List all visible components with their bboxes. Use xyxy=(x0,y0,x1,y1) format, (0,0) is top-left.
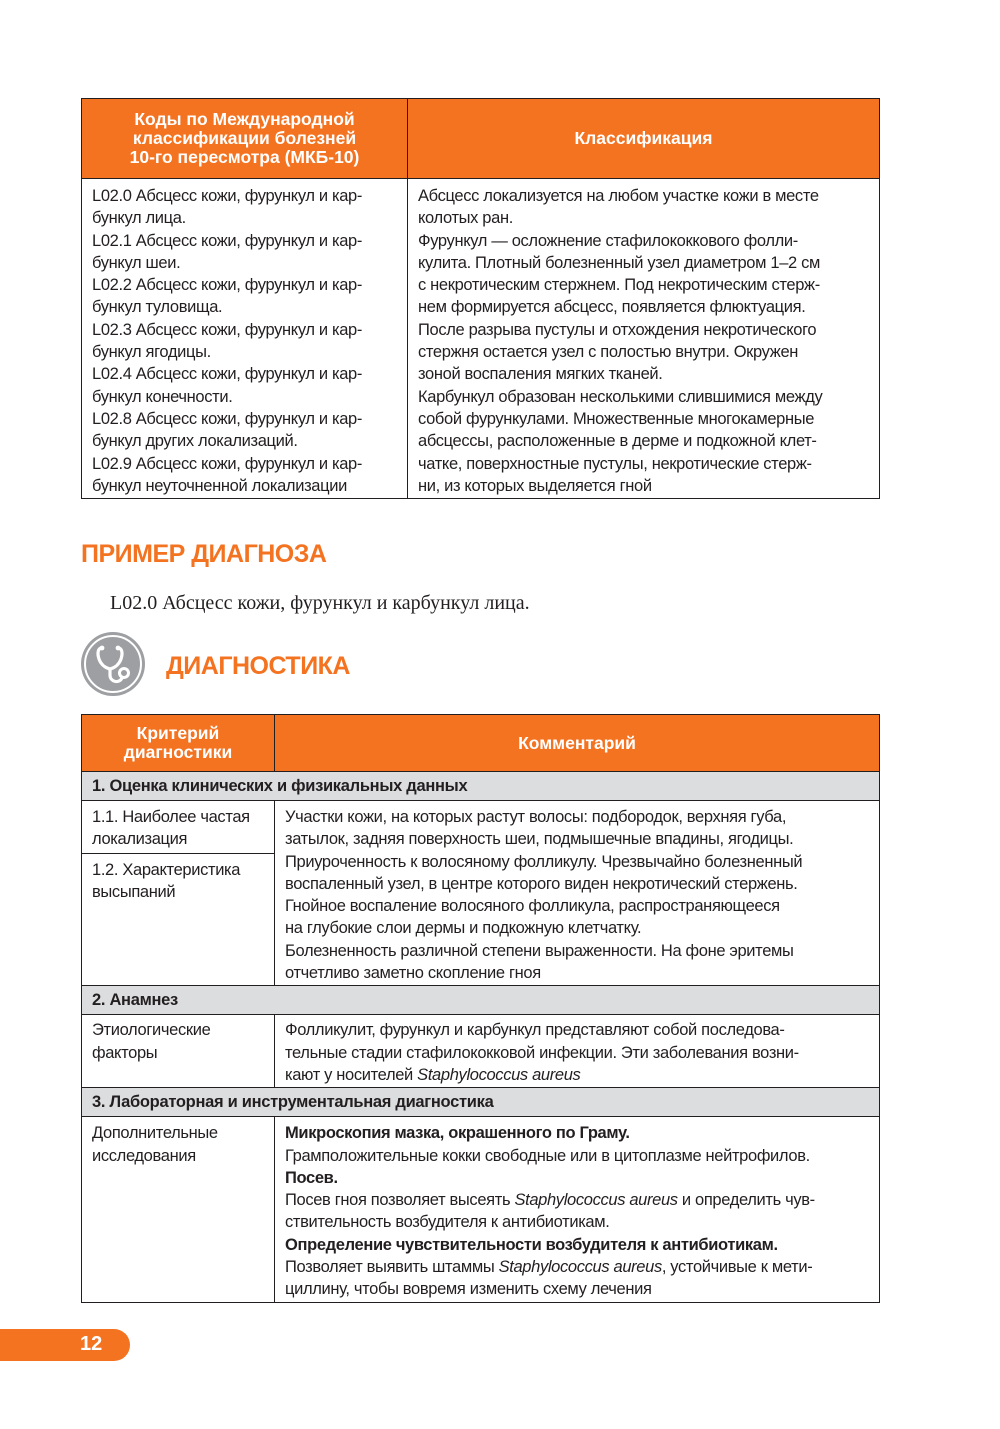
text-line: диагностики xyxy=(123,742,233,762)
culture-text-c: ствительность возбудителя к антибиотикам. xyxy=(285,1213,610,1232)
section-title-clinical: 1. Оценка клинических и физикальных данных xyxy=(82,772,880,801)
text-line: бункул лица. xyxy=(92,209,186,228)
text-line: Приуроченность к волосяному фолликулу. Чрезвычайно болезненный xyxy=(285,852,803,871)
text-line: колотых ран. xyxy=(418,209,513,228)
text-line: бункул других локализаций. xyxy=(92,432,298,451)
text-line: Фурункул — осложнение стафилококкового фолли- xyxy=(418,231,798,250)
text-line: 1.1. Наиболее частая xyxy=(92,808,250,826)
table-header-row xyxy=(82,715,880,772)
text-line: стержня остается узел с полостью внутри. Окружен xyxy=(418,343,799,362)
comment-cell-2 xyxy=(275,1015,880,1088)
text-line: абсцессы, расположенные в дерме и подкожной клет- xyxy=(418,432,817,451)
section-row-2 xyxy=(82,986,880,1015)
criteria-cell-1 xyxy=(82,801,275,986)
text-line: Этиологические xyxy=(92,1021,211,1040)
section-row-3 xyxy=(82,1088,880,1117)
text-line: ни, из которых выделяется гной xyxy=(418,476,652,495)
culture-text xyxy=(285,1189,869,1211)
diagnosis-example-text: L02.0 Абсцесс кожи, фурункул и карбункул лица. xyxy=(110,592,530,614)
culture-text-b: и определить чув- xyxy=(677,1191,815,1210)
header-criterion xyxy=(82,715,275,772)
section-title-anamnesis: 2. Анамнез xyxy=(82,986,880,1015)
criterion-additional xyxy=(82,1117,274,1168)
text-line: исследования xyxy=(92,1146,196,1165)
text-line: воспаленный узел, в центре которого виден некротический стержень. xyxy=(285,874,798,893)
criteria-cell-2 xyxy=(82,1015,275,1088)
classification-text xyxy=(408,179,879,498)
text-line: Критерий xyxy=(136,723,220,743)
diagnostics-table xyxy=(81,714,880,1303)
text-line: зоной воспаления мягких тканей. xyxy=(418,365,663,384)
header-classification: Классификация xyxy=(408,99,880,179)
sensitivity-text-c: циллину, чтобы вовремя изменить схему лечения xyxy=(285,1280,652,1299)
icd-codes-list xyxy=(82,179,407,498)
icd-classification-table xyxy=(81,98,880,499)
text-line: затылок, задняя поверхность шеи, подмышечные впадины, ягодицы. xyxy=(285,830,794,849)
comment-etiology-lines xyxy=(285,1019,869,1064)
table-row xyxy=(82,1117,880,1302)
page-number: 12 xyxy=(80,1333,103,1355)
header-icd-codes xyxy=(82,99,408,179)
text-line: Гнойное воспаление волосяного фолликула, распространяющееся xyxy=(285,897,780,916)
comment-etiology-last-line xyxy=(285,1064,869,1086)
sensitivity-text xyxy=(285,1256,869,1278)
culture-title: Посев. xyxy=(285,1168,338,1187)
text-line: нем формируется абсцесс, появляется флюктуация. xyxy=(418,298,806,317)
text-line: на глубокие слои дермы и подкожную клетчатку. xyxy=(285,919,642,938)
text-line: чатке, поверхностные пустулы, некротические стерж- xyxy=(418,454,812,473)
text-line: бункул неуточненной локализации xyxy=(92,476,347,495)
microscopy-title: Микроскопия мазка, окрашенного по Граму. xyxy=(285,1124,630,1143)
sensitivity-text-b: , устойчивые к мети- xyxy=(661,1258,813,1277)
criterion-etiology xyxy=(82,1015,274,1065)
criterion-localization xyxy=(82,801,274,854)
text-line: кулита. Плотный болезненный узел диаметром 1–2 см xyxy=(418,253,820,272)
icd-codes-cell xyxy=(82,179,408,499)
text-line: бункул ягодицы. xyxy=(92,343,211,362)
table-header-row xyxy=(82,99,880,179)
comment-etiology xyxy=(275,1015,879,1087)
header-comment: Комментарий xyxy=(275,715,880,772)
table-row xyxy=(82,801,880,986)
text-line: L02.8 Абсцесс кожи, фурункул и кар- xyxy=(92,409,363,428)
text-line: высыпаний xyxy=(92,883,176,902)
text-line: локализация xyxy=(92,830,188,849)
table-row xyxy=(82,1015,880,1088)
section-title-lab: 3. Лабораторная и инструментальная диагностика xyxy=(82,1088,880,1117)
section-row-1 xyxy=(82,772,880,801)
table-row xyxy=(82,179,880,499)
header-criterion-text xyxy=(82,724,274,762)
comment-cell-1 xyxy=(275,801,880,986)
text-line: бункул шеи. xyxy=(92,253,181,272)
text-line: с некротическим стержнем. Под некротическим стерж- xyxy=(418,276,820,295)
text-line: Фолликулит, фурункул и карбункул представляют собой последова- xyxy=(285,1021,785,1040)
text-line: Болезненность различной степени выраженности. На фоне эритемы xyxy=(285,941,794,960)
text-line: Коды по Международной xyxy=(134,109,355,129)
text-line: бункул туловища. xyxy=(92,298,223,317)
sensitivity-species: Staphylococcus aureus xyxy=(498,1258,662,1277)
text-line: L02.4 Абсцесс кожи, фурункул и кар- xyxy=(92,365,363,384)
stethoscope-icon xyxy=(80,631,146,697)
text-line: классификации болезней xyxy=(132,128,357,148)
text-line: тельные стадии стафилококковой инфекции. Эти заболевания возни- xyxy=(285,1043,799,1062)
text-line: После разрыва пустулы и отхождения некротического xyxy=(418,320,817,339)
culture-species: Staphylococcus aureus xyxy=(514,1191,678,1210)
text-line: L02.2 Абсцесс кожи, фурункул и кар- xyxy=(92,276,363,295)
culture-text-a: Посев гноя позволяет высеять xyxy=(285,1191,515,1210)
text-line: L02.3 Абсцесс кожи, фурункул и кар- xyxy=(92,320,363,339)
text-line: Абсцесс локализуется на любом участке кожи в месте xyxy=(418,187,819,205)
criterion-rash xyxy=(82,854,274,905)
text-line: Карбункул образован несколькими слившимися между xyxy=(418,387,823,406)
comment-clinical xyxy=(275,801,879,985)
text-line: L02.0 Абсцесс кожи, фурункул и кар- xyxy=(92,187,363,205)
text-line: отчетливо заметно скопление гноя xyxy=(285,964,541,983)
comment-etiology-species: Staphylococcus aureus xyxy=(417,1065,581,1084)
diagnosis-example-heading: ПРИМЕР ДИАГНОЗА xyxy=(81,540,327,568)
criteria-cell-3 xyxy=(82,1117,275,1302)
sensitivity-text-a: Позволяет выявить штаммы xyxy=(285,1258,499,1277)
text-line: факторы xyxy=(92,1043,158,1062)
text-line: собой фурункулами. Множественные многокамерные xyxy=(418,409,815,428)
comment-cell-3 xyxy=(275,1117,880,1302)
text-line: L02.9 Абсцесс кожи, фурункул и кар- xyxy=(92,454,363,473)
page-number-tab xyxy=(0,1329,130,1361)
text-line: бункул конечности. xyxy=(92,387,233,406)
text-line: Участки кожи, на которых растут волосы: подбородок, верхняя губа, xyxy=(285,808,787,826)
sensitivity-title: Определение чувствительности возбудителя к антибиотикам. xyxy=(285,1235,778,1254)
text-line: 10-го пересмотра (МКБ-10) xyxy=(129,147,360,167)
microscopy-text: Грамположительные кокки свободные или в цитоплазме нейтрофилов. xyxy=(285,1146,810,1165)
classification-cell xyxy=(408,179,880,499)
comment-lab xyxy=(275,1117,879,1301)
comment-etiology-prefix: кают у носителей xyxy=(285,1065,418,1084)
header-icd-codes-text xyxy=(82,110,407,167)
diagnostics-heading: ДИАГНОСТИКА xyxy=(166,652,350,680)
text-line: L02.1 Абсцесс кожи, фурункул и кар- xyxy=(92,231,363,250)
text-line: Дополнительные xyxy=(92,1124,218,1143)
text-line: 1.2. Характеристика xyxy=(92,861,241,879)
